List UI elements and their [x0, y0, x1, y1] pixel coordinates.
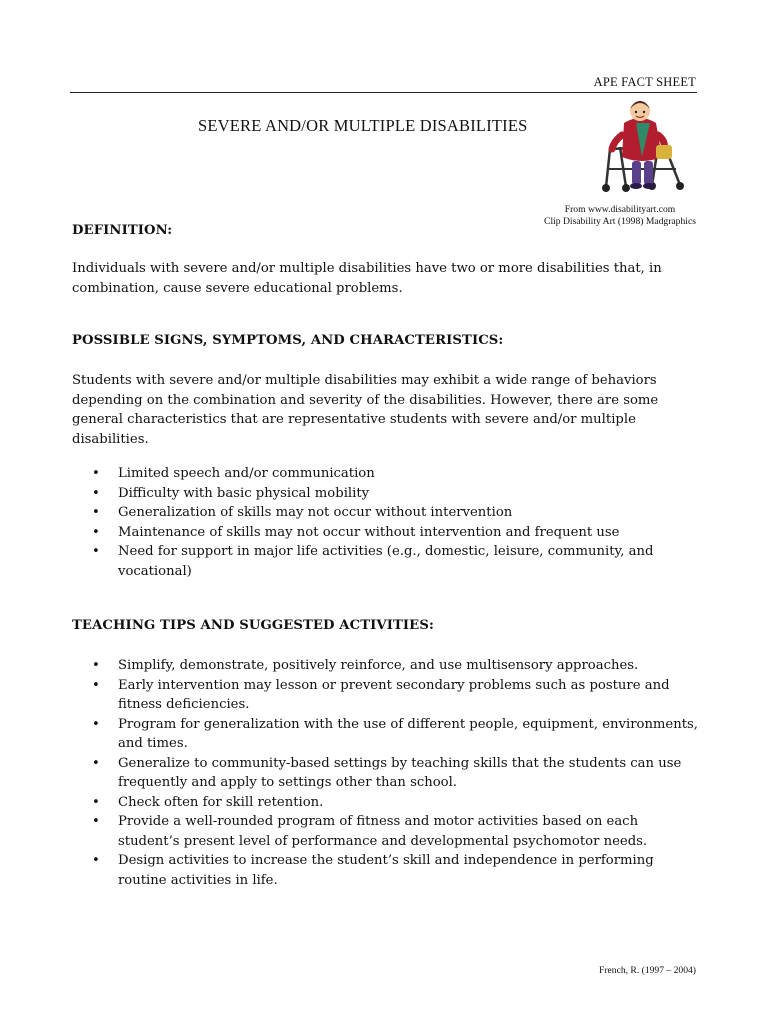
list-item: • Provide a well-rounded program of fitness and motor activities based on each student’s present level of performance and developmental psychomotor needs. — [72, 812, 702, 851]
list-item: • Limited speech and/or communication — [72, 464, 702, 484]
image-credit-line-2: Clip Disability Art (1998) Madgraphics — [544, 216, 696, 227]
page-title: SEVERE AND/OR MULTIPLE DISABILITIES — [198, 116, 528, 135]
image-credit — [520, 204, 720, 228]
list-item: • Maintenance of skills may not occur without intervention and frequent use — [72, 523, 702, 543]
signs-heading: POSSIBLE SIGNS, SYMPTOMS, AND CHARACTERISTICS: — [72, 333, 504, 348]
child-with-walker-illustration — [596, 95, 688, 195]
list-item: • Generalize to community-based settings by teaching skills that the students can use frequently and apply to settings other than school. — [72, 754, 702, 793]
teaching-heading: TEACHING TIPS AND SUGGESTED ACTIVITIES: — [72, 618, 434, 633]
list-item: • Design activities to increase the student’s skill and independence in performing routine activities in life. — [72, 851, 702, 890]
list-item: • Early intervention may lesson or prevent secondary problems such as posture and fitness deficiencies. — [72, 676, 702, 715]
list-item: • Difficulty with basic physical mobility — [72, 484, 702, 504]
header-label: APE FACT SHEET — [593, 75, 696, 89]
image-credit-line-1: From www.disabilityart.com — [564, 204, 676, 215]
signs-list — [72, 464, 702, 581]
list-item: • Check often for skill retention. — [72, 793, 702, 813]
list-item: • Simplify, demonstrate, positively reinforce, and use multisensory approaches. — [72, 656, 702, 676]
list-item: • Generalization of skills may not occur without intervention — [72, 503, 702, 523]
definition-text: Individuals with severe and/or multiple disabilities have two or more disabilities that, in combination, cause severe educational problems. — [72, 261, 662, 296]
list-item: • Need for support in major life activities (e.g., domestic, leisure, community, and vocational) — [72, 542, 702, 581]
definition-heading: DEFINITION: — [72, 223, 173, 238]
header-divider — [70, 92, 697, 93]
signs-intro: Students with severe and/or multiple disabilities may exhibit a wide range of behaviors depending on the combination and severity of the disabilities. However, there are some general characteristics that are representative students with severe and/or multiple disabilities. — [72, 373, 659, 447]
list-item: • Program for generalization with the use of different people, equipment, environments, and times. — [72, 715, 702, 754]
teaching-list — [72, 656, 702, 890]
footer-credit: French, R. (1997 – 2004) — [599, 965, 696, 976]
